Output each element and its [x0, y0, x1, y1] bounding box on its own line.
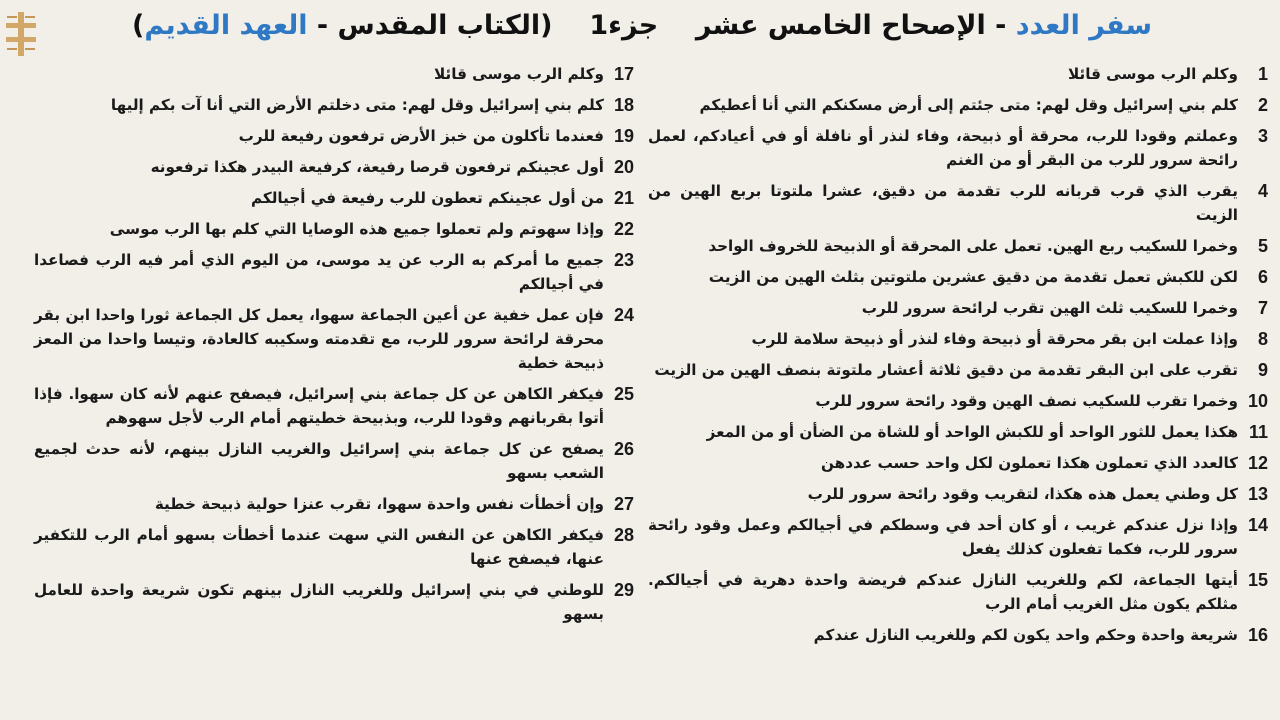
bible-open: (الكتاب المقدس — [337, 10, 553, 41]
verse-20 — [34, 155, 634, 179]
verse-text: يقرب الذي قرب قربانه للرب تقدمة من دقيق، عشرا ملتوتا بربع الهين من الزيت — [648, 182, 1238, 224]
title-separator: - — [985, 10, 1016, 41]
verse-19 — [34, 124, 634, 148]
verse-text: فإن عمل خفية عن أعين الجماعة سهوا، يعمل كل الجماعة ثورا واحدا ابن بقر محرقة لرائحة سرور للرب، مع تقدمته وسكيبه كالعادة، وتيسا واحدا من المعز ذبيحة خطية — [34, 306, 604, 372]
verse-text: شريعة واحدة وحكم واحد يكون لكم وللغريب النازل عندكم — [813, 626, 1238, 644]
verse-text: وخمرا للسكيب ربع الهين. تعمل على المحرقة أو الذبيحة للخروف الواحد — [708, 237, 1238, 255]
verse-text: هكذا يعمل للثور الواحد أو للكبش الواحد أو للشاة من الضأن أو من المعز — [706, 423, 1238, 441]
verse-number: 4 — [1257, 181, 1268, 201]
verse-3 — [648, 124, 1268, 172]
verse-text: وإذا عملت ابن بقر محرقة أو ذبيحة وفاء لنذر أو ذبيحة سلامة للرب — [751, 330, 1238, 348]
verse-number: 19 — [613, 126, 634, 146]
verse-text: وعملتم وقودا للرب، محرقة أو ذبيحة، وفاء لنذر أو نافلة أو في أعيادكم، لعمل رائحة سرور للرب من البقر أو من الغنم — [648, 127, 1238, 169]
verses-column-right — [648, 62, 1268, 654]
verse-number: 13 — [1247, 484, 1268, 504]
verse-text: للوطني في بني إسرائيل وللغريب النازل بينهم تكون شريعة واحدة للعامل بسهو — [34, 581, 604, 623]
verse-number: 1 — [1257, 64, 1268, 84]
verse-text: كلم بني إسرائيل وقل لهم: متى جئتم إلى أرض مسكنكم التي أنا أعطيكم — [699, 96, 1238, 114]
verse-text: وإذا نزل عندكم غريب ، أو كان أحد في وسطكم في أجيالكم وعمل وقود رائحة سرور للرب، فكما تفعلون كذلك يفعل — [648, 516, 1238, 558]
verse-17 — [34, 62, 634, 86]
testament-name: العهد القديم — [144, 10, 308, 41]
verse-number: 25 — [613, 384, 634, 404]
verse-text: وخمرا تقرب للسكيب نصف الهين وقود رائحة سرور للرب — [815, 392, 1238, 410]
verse-25 — [34, 382, 634, 430]
verse-27 — [34, 492, 634, 516]
verse-8 — [648, 327, 1268, 351]
verse-9 — [648, 358, 1268, 382]
verse-number: 18 — [613, 95, 634, 115]
verse-text: كالعدد الذي تعملون هكذا تعملون لكل واحد حسب عددهن — [821, 454, 1238, 472]
verse-text: وإن أخطأت نفس واحدة سهوا، تقرب عنزا حولية ذبيحة خطية — [154, 495, 604, 513]
verse-28 — [34, 523, 634, 571]
verse-2 — [648, 93, 1268, 117]
verse-text: كل وطني يعمل هذه هكذا، لتقريب وقود رائحة سرور للرب — [807, 485, 1238, 503]
verse-7 — [648, 296, 1268, 320]
verse-number: 9 — [1257, 360, 1268, 380]
verse-number: 22 — [613, 219, 634, 239]
cross-logo-icon — [4, 10, 38, 58]
verse-text: أول عجينكم ترفعون قرصا رفيعة، كرفيعة البيدر هكذا ترفعونه — [150, 158, 604, 176]
verse-5 — [648, 234, 1268, 258]
verse-number: 6 — [1257, 267, 1268, 287]
verse-number: 3 — [1257, 126, 1268, 146]
verse-number: 29 — [613, 580, 634, 600]
verse-10 — [648, 389, 1268, 413]
verse-text: لكن للكبش تعمل تقدمة من دقيق عشرين ملتوتين بثلث الهين من الزيت — [708, 268, 1238, 286]
verse-21 — [34, 186, 634, 210]
verse-16 — [648, 623, 1268, 647]
verse-number: 28 — [613, 525, 634, 545]
page-header — [0, 6, 1280, 50]
verse-text: جميع ما أمركم به الرب عن يد موسى، من اليوم الذي أمر فيه الرب فصاعدا في أجيالكم — [34, 251, 604, 293]
verse-number: 7 — [1257, 298, 1268, 318]
verse-number: 17 — [613, 64, 634, 84]
verse-number: 24 — [613, 305, 634, 325]
verse-text: فيكفر الكاهن عن النفس التي سهت عندما أخطأت بسهو أمام الرب للتكفير عنها، فيصفح عنها — [34, 526, 604, 568]
verse-13 — [648, 482, 1268, 506]
verse-text: فيكفر الكاهن عن كل جماعة بني إسرائيل، فيصفح عنهم لأنه كان سهوا. فإذا أتوا بقربانهم وقودا للرب، وبذبيحة خطيتهم أمام الرب لأجل سهوهم — [34, 385, 604, 427]
verse-number: 11 — [1248, 422, 1268, 442]
verse-text: من أول عجينكم تعطون للرب رفيعة في أجيالكم — [250, 189, 604, 207]
verse-number: 23 — [613, 250, 634, 270]
verse-text: وإذا سهوتم ولم تعملوا جميع هذه الوصايا التي كلم بها الرب موسى — [109, 220, 604, 238]
verse-22 — [34, 217, 634, 241]
verse-24 — [34, 303, 634, 375]
chapter-name: الإصحاح الخامس عشر — [695, 10, 986, 41]
verse-1 — [648, 62, 1268, 86]
bible-separator: - — [307, 10, 338, 41]
verse-text: وكلم الرب موسى قائلا — [434, 65, 604, 83]
verse-number: 12 — [1247, 453, 1268, 473]
bible-title — [132, 10, 552, 41]
book-name: سفر العدد — [1015, 10, 1152, 41]
chapter-title — [589, 10, 1152, 41]
verse-text: يصفح عن كل جماعة بني إسرائيل والغريب النازل بينهم، لأنه حدث لجميع الشعب بسهو — [34, 440, 604, 482]
verse-23 — [34, 248, 634, 296]
verse-number: 8 — [1257, 329, 1268, 349]
verse-number: 15 — [1247, 570, 1268, 590]
verse-15 — [648, 568, 1268, 616]
verse-12 — [648, 451, 1268, 475]
verse-number: 27 — [613, 494, 634, 514]
verse-number: 20 — [613, 157, 634, 177]
verse-11 — [648, 420, 1268, 444]
verse-text: فعندما تأكلون من خبز الأرض ترفعون رفيعة للرب — [238, 127, 604, 145]
verse-18 — [34, 93, 634, 117]
verse-text: كلم بني إسرائيل وقل لهم: متى دخلتم الأرض التي أنا آت بكم إليها — [110, 96, 604, 114]
verse-number: 2 — [1257, 95, 1268, 115]
verse-29 — [34, 578, 634, 626]
verse-text: وكلم الرب موسى قائلا — [1068, 65, 1238, 83]
verse-6 — [648, 265, 1268, 289]
verse-4 — [648, 179, 1268, 227]
verse-26 — [34, 437, 634, 485]
verse-14 — [648, 513, 1268, 561]
verse-number: 5 — [1257, 236, 1268, 256]
verses-column-left — [34, 62, 634, 633]
verse-number: 14 — [1247, 515, 1268, 535]
verse-text: وخمرا للسكيب ثلث الهين تقرب لرائحة سرور للرب — [861, 299, 1238, 317]
bible-close: ) — [132, 10, 145, 41]
part-label: جزء1 — [589, 10, 659, 41]
verse-text: أيتها الجماعة، لكم وللغريب النازل عندكم فريضة واحدة دهرية في أجيالكم. مثلكم يكون مثل الغريب أمام الرب — [648, 571, 1238, 613]
verse-number: 10 — [1247, 391, 1268, 411]
verse-text: تقرب على ابن البقر تقدمة من دقيق ثلاثة أعشار ملتوتة بنصف الهين من الزيت — [654, 361, 1238, 379]
verse-number: 21 — [613, 188, 634, 208]
verse-number: 26 — [613, 439, 634, 459]
verse-number: 16 — [1247, 625, 1268, 645]
